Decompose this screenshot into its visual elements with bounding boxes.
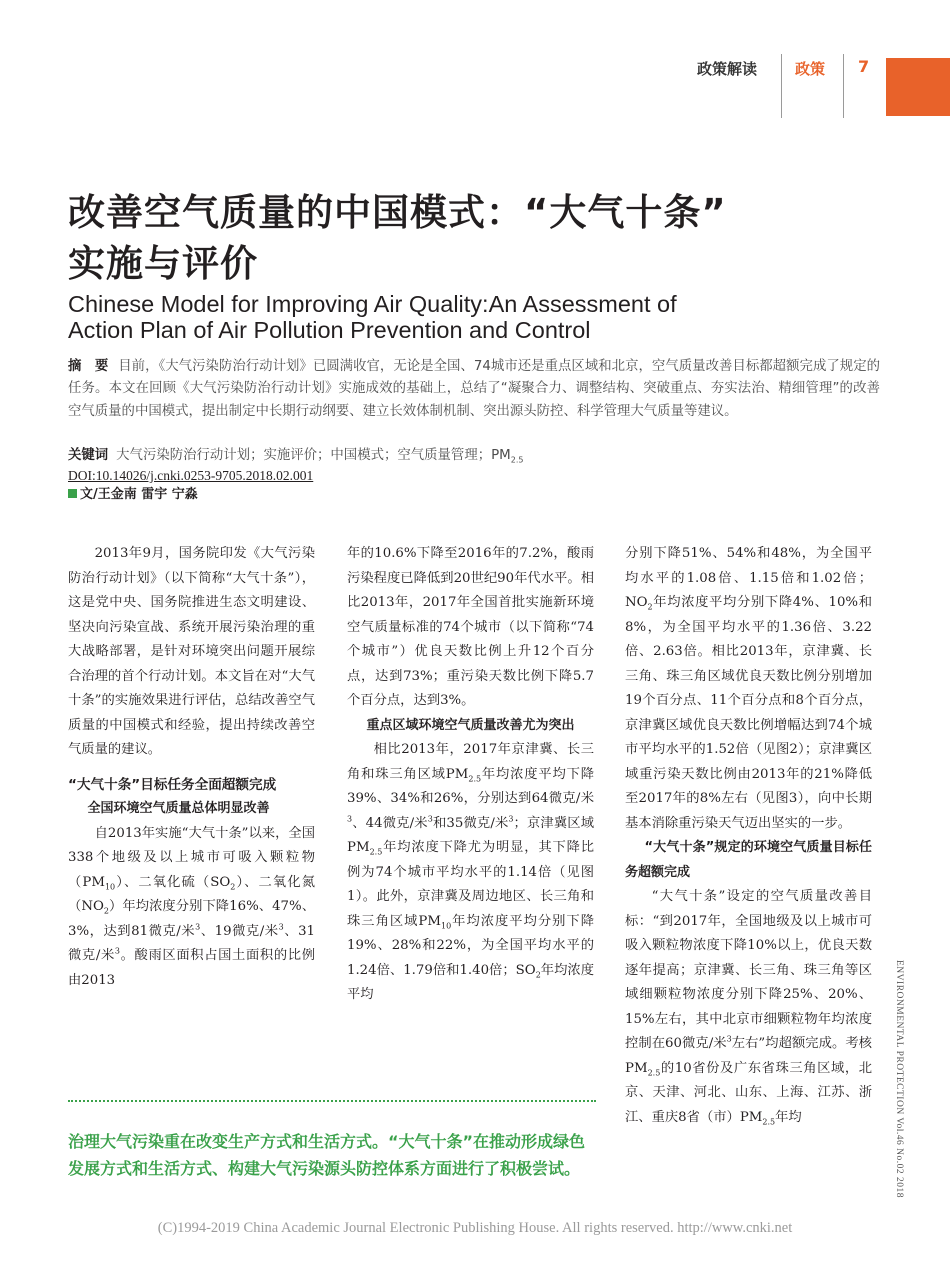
journal-side-label: ENVIRONMENTAL PROTECTION Vol.46 No.02 2018 — [894, 960, 904, 1199]
abstract-label: 摘 要 — [68, 359, 109, 374]
paragraph: 相比2013年，2017年京津冀、长三角和珠三角区域$PM_{2.5}$年均浓度平均下降39%、34%和26%，分别达到64微克/米$^3$、44微克/米$^3$和35微克/米$^3$；京津冀区域$PM_{2.5}$年均浓度下降尤为明显，其下降比例为74个城市平均水平的1.14倍（见图1）。此外，京津冀及周边地区、长三角和珠三角区域$PM_{10}$年均浓度平均分别下降19%、28%和22%，为全国平均水平的1.24倍、1.79倍和1.40倍；$SO_2$年均浓度平均 — [347, 742, 595, 1002]
subsection-heading: “大气十条”规定的环境空气质量目标任务超额完成 — [625, 840, 872, 880]
header-color-block — [886, 58, 950, 116]
doi-link[interactable]: DOI:10.14026/j.cnki.0253-9705.2018.02.001 — [68, 468, 314, 483]
paragraph: 2013年9月，国务院印发《大气污染防治行动计划》（以下简称“大气十条”），这是党中央、国务院推进生态文明建设、坚决向污染宣战、系统开展污染治理的重大战略部署，是针对环境突出问题开展综合治理的首个行动计划。本文旨在对“大气十条”的实施效果进行评估，总结改善空气质量的中国模式和经验，提出持续改善空气质量的建议。 — [68, 546, 315, 757]
pull-quote: 治理大气污染重在改变生产方式和生活方式。“大气十条”在推动形成绿色发展方式和生活方式、构建大气污染源头防控体系方面进行了积极尝试。 — [68, 1132, 586, 1178]
article-title-zh — [68, 187, 828, 289]
keywords-text: 大气污染防治行动计划；实施评价；中国模式；空气质量管理；PM — [116, 448, 511, 463]
header-divider — [781, 54, 782, 118]
category-label: 政策 — [795, 60, 826, 78]
authors — [68, 486, 198, 504]
copyright-footer: (C)1994-2019 China Academic Journal Electronic Publishing House. All rights reserved. http://www.cnki.net — [157, 1220, 793, 1236]
abstract-text: 目前，《大气污染防治行动计划》已圆满收官，无论是全国、74城市还是重点区域和北京，空气质量改善目标都超额完成了规定的任务。本文在回顾《大气污染防治行动计划》实施成效的基础上，总结了“凝聚合力、调整结构、突破重点、夯实法治、精细管理”的改善空气质量的中国模式，提出制定中长期行动纲要、建立长效体制机制、突出源头防控、科学管理大气质量等建议。 — [68, 359, 881, 419]
body-column-2 — [347, 542, 594, 1008]
keywords-subscript: 2.5 — [510, 455, 524, 465]
abstract — [68, 356, 880, 423]
page-number: 7 — [858, 57, 870, 76]
body-column-1 — [68, 542, 315, 993]
title-zh-line2: 实施与评价 — [68, 242, 258, 285]
section-heading: “大气十条”目标任务全面超额完成 — [68, 776, 277, 793]
paragraph: 分别下降51%、54%和48%，为全国平均水平的1.08倍、1.15倍和1.02倍；$NO_2$年均浓度平均分别下降4%、10%和8%，为全国平均水平的1.36倍、3.22倍、2.63倍。相比2013年，京津冀、长三角、珠三角区域优良天数比例分别增加19个百分点、11个百分点和8个百分点，京津冀区域优良天数比例增幅达到74个城市平均水平的1.52倍（见图2）；京津冀区域重污染天数比例由2013年的21%降低至2017年的8%左右（见图3），向中长期基本消除重污染天气迈出坚实的一步。 — [625, 546, 872, 831]
subsection-heading: 全国环境空气质量总体明显改善 — [87, 801, 270, 816]
title-en-line2: Action Plan of Air Pollution Prevention and Control — [68, 317, 591, 343]
article-title-en — [68, 291, 828, 343]
section-label: 政策解读 — [697, 60, 758, 78]
paragraph: 自2013年实施“大气十条”以来，全国338个地级及以上城市可吸入颗粒物$(PM_{10})$、二氧化硫$(SO_2)$、二氧化氮$(NO_2)$年均浓度分别下降16%、47%、3%，达到81微克/米$^3$、19微克/米$^3$、31微克/米$^3$。酸雨区面积占国土面积的比例由2013 — [68, 825, 316, 988]
keywords-label: 关键词 — [68, 448, 109, 463]
header-divider — [843, 54, 844, 118]
paragraph: “大气十条”设定的空气质量改善目标：“到2017年，全国地级及以上城市可吸入颗粒物浓度下降10%以上，优良天数逐年提高；京津冀、长三角、珠三角等区域细颗粒物浓度分别下降25%、20%、15%左右，其中北京市细颗粒物年均浓度控制在60微克/米$^3$左右”均超额完成。考核$PM_{2.5}$的10省份及广东省珠三角区域，北京、天津、河北、山东、上海、江苏、浙江、重庆8省（市）$PM_{2.5}$年均 — [625, 889, 872, 1127]
title-zh-line1: 改善空气质量的中国模式：“大气十条” — [68, 191, 727, 234]
title-en-line1: Chinese Model for Improving Air Quality:An Assessment of — [68, 291, 677, 317]
paragraph: 年的10.6%下降至2016年的7.2%，酸雨污染程度已降低到20世纪90年代水平。相比2013年，2017年全国首批实施新环境空气质量标准的74个城市（以下简称“74个城市”）优良天数比例上升12个百分点，达到73%；重污染天数比例下降5.7个百分点，达到3%。 — [347, 546, 594, 708]
authors-text: 文/王金南 雷宇 宁淼 — [80, 487, 198, 502]
green-square-icon — [68, 489, 77, 498]
dotted-divider — [68, 1100, 596, 1102]
body-column-3 — [625, 542, 872, 1130]
subsection-heading: 重点区域环境空气质量改善尤为突出 — [366, 717, 575, 733]
